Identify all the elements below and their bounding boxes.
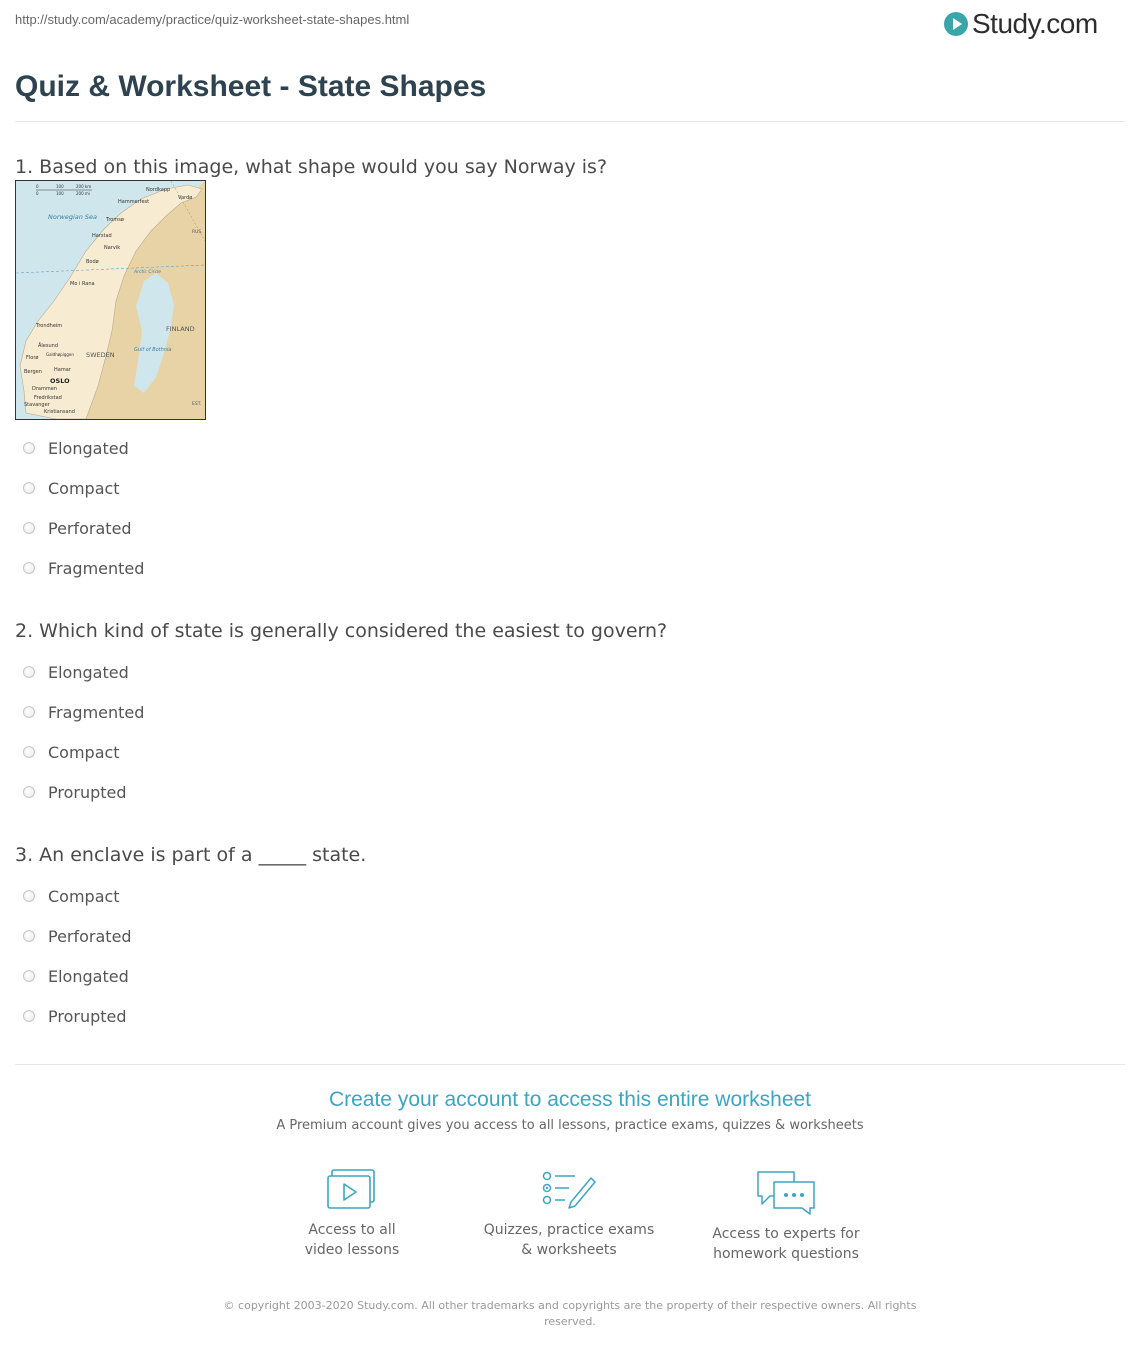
map-city: Trondheim bbox=[36, 323, 63, 329]
map-arctic-label: Arctic Circle bbox=[134, 270, 162, 275]
map-scale: 100 bbox=[56, 184, 64, 189]
option-label: Elongated bbox=[48, 662, 129, 682]
map-scale: 0 bbox=[36, 184, 39, 189]
map-scale: 100 bbox=[56, 191, 64, 196]
option-label: Elongated bbox=[48, 966, 129, 986]
page-title: Quiz & Worksheet - State Shapes bbox=[15, 70, 487, 103]
map-finland-label: FINLAND bbox=[166, 325, 195, 333]
play-logo-icon bbox=[944, 12, 968, 36]
q3-option-2[interactable] bbox=[23, 924, 132, 948]
option-label: Compact bbox=[48, 742, 120, 762]
q2-option-2[interactable] bbox=[23, 700, 144, 724]
map-city: Stavanger bbox=[24, 402, 50, 408]
map-city: Drammen bbox=[32, 386, 57, 392]
feature-text: Quizzes, practice exams & worksheets bbox=[483, 1222, 655, 1258]
radio-button[interactable] bbox=[23, 442, 35, 454]
map-city: Bergen bbox=[24, 369, 42, 375]
q3-option-3[interactable] bbox=[23, 964, 129, 988]
feature-text: Access to all video lessons bbox=[304, 1222, 400, 1258]
radio-button[interactable] bbox=[23, 666, 35, 678]
map-scale: 200 km bbox=[76, 184, 92, 189]
cta-title-link[interactable]: Create your account to access this entire worksheet bbox=[328, 1088, 812, 1111]
q1-option-3[interactable] bbox=[23, 516, 132, 540]
map-city: Galdhøpiggen bbox=[46, 352, 74, 357]
option-label: Fragmented bbox=[48, 558, 145, 578]
radio-button[interactable] bbox=[23, 706, 35, 718]
map-oslo-label: OSLO bbox=[50, 377, 70, 385]
page-url: http://study.com/academy/practice/quiz-worksheet-state-shapes.html bbox=[15, 12, 410, 27]
map-city: Mo i Rana bbox=[70, 281, 95, 287]
map-scale: 200 mi bbox=[76, 191, 90, 196]
feature-text: Access to experts for homework questions bbox=[712, 1226, 860, 1262]
q3-option-1[interactable] bbox=[23, 884, 120, 908]
q2-option-3[interactable] bbox=[23, 740, 120, 764]
map-city: Nordkapp bbox=[146, 187, 171, 193]
map-city: Hammerfest bbox=[118, 199, 150, 205]
q1-option-2[interactable] bbox=[23, 476, 120, 500]
map-city: Harstad bbox=[92, 233, 112, 239]
logo-text: Study.com bbox=[972, 8, 1098, 39]
feature-quizzes bbox=[469, 1168, 669, 1260]
map-city: Florø bbox=[26, 355, 39, 361]
map-city: Ålesund bbox=[38, 343, 59, 349]
map-city: Vardø bbox=[178, 195, 193, 201]
option-label: Fragmented bbox=[48, 702, 145, 722]
q2-option-4[interactable] bbox=[23, 780, 127, 804]
option-label: Compact bbox=[48, 886, 120, 906]
video-lessons-icon bbox=[326, 1168, 378, 1212]
q3-option-4[interactable] bbox=[23, 1004, 127, 1028]
radio-button[interactable] bbox=[23, 562, 35, 574]
radio-button[interactable] bbox=[23, 890, 35, 902]
question-2: 2. Which kind of state is generally considered the easiest to govern? bbox=[15, 620, 668, 642]
map-city: Bodø bbox=[86, 259, 99, 265]
feature-video-lessons bbox=[252, 1168, 452, 1260]
radio-button[interactable] bbox=[23, 522, 35, 534]
radio-button[interactable] bbox=[23, 746, 35, 758]
question-1: 1. Based on this image, what shape would you say Norway is? bbox=[15, 156, 608, 178]
map-sea-label: Norwegian Sea bbox=[48, 213, 98, 221]
map-city: Fredrikstad bbox=[34, 395, 62, 401]
q1-option-4[interactable] bbox=[23, 556, 144, 580]
radio-button[interactable] bbox=[23, 970, 35, 982]
norway-map bbox=[15, 180, 206, 420]
map-sweden-label: SWEDEN bbox=[86, 351, 115, 359]
map-scale: 0 bbox=[36, 191, 39, 196]
copyright-footer: © copyright 2003-2020 Study.com. All other trademarks and copyrights are the property of their respective owners. All rights reserved. bbox=[223, 1299, 917, 1328]
map-city: Tromsø bbox=[106, 217, 124, 223]
radio-button[interactable] bbox=[23, 482, 35, 494]
study-logo[interactable] bbox=[944, 6, 1098, 42]
option-label: Prorupted bbox=[48, 782, 127, 802]
content-divider bbox=[15, 1064, 1125, 1065]
radio-button[interactable] bbox=[23, 786, 35, 798]
map-est-label: EST. bbox=[192, 402, 202, 407]
radio-button[interactable] bbox=[23, 1010, 35, 1022]
map-gulf-label: Gulf of Bothnia bbox=[134, 347, 172, 353]
feature-experts bbox=[686, 1168, 886, 1264]
q2-option-1[interactable] bbox=[23, 660, 129, 684]
question-3: 3. An enclave is part of a _____ state. bbox=[15, 844, 367, 866]
option-label: Perforated bbox=[48, 518, 132, 538]
quiz-checklist-icon bbox=[541, 1168, 597, 1212]
map-city: Narvik bbox=[104, 245, 121, 251]
map-city: Hamar bbox=[54, 367, 71, 373]
option-label: Prorupted bbox=[48, 1006, 127, 1026]
map-city: Kristiansand bbox=[44, 409, 75, 415]
radio-button[interactable] bbox=[23, 930, 35, 942]
option-label: Perforated bbox=[48, 926, 132, 946]
header-divider bbox=[15, 121, 1125, 122]
option-label: Elongated bbox=[48, 438, 129, 458]
map-rus-label: RUS. bbox=[192, 230, 203, 235]
q1-option-1[interactable] bbox=[23, 436, 129, 460]
expert-chat-icon bbox=[754, 1168, 818, 1216]
option-label: Compact bbox=[48, 478, 120, 498]
cta-subtitle: A Premium account gives you access to all lessons, practice exams, quizzes & worksheets bbox=[276, 1118, 864, 1133]
